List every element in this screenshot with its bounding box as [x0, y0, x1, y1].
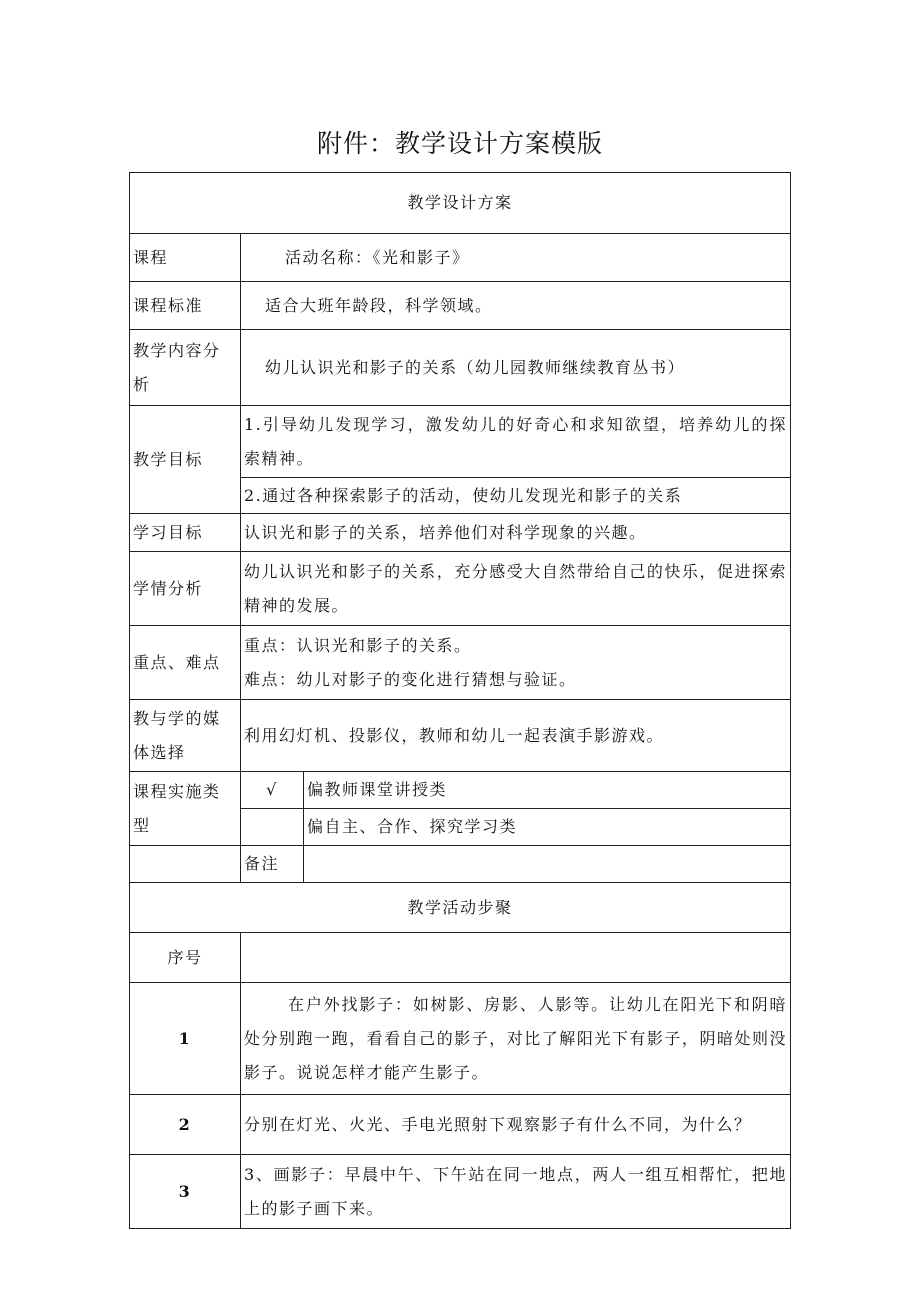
- row-standard: [130, 282, 791, 330]
- row-label-learning-goal: 学习目标: [130, 514, 241, 552]
- steps-column-row: [130, 933, 791, 983]
- row-label-content: 教学内容分析: [130, 330, 241, 406]
- row-label-goals: 教学目标: [130, 406, 241, 514]
- lesson-plan-table: [129, 172, 791, 1229]
- note-value: [304, 846, 791, 883]
- row-learning-goal: [130, 514, 791, 552]
- step-number: 2: [130, 1095, 241, 1155]
- row-type-1: [130, 772, 791, 809]
- row-goals-1: [130, 406, 791, 478]
- row-value-key-points: [241, 626, 791, 700]
- row-value-media: 利用幻灯机、投影仪，教师和幼儿一起表演手影游戏。: [241, 700, 791, 772]
- table-header-row: [130, 173, 791, 234]
- step-text: 分别在灯光、火光、手电光照射下观察影子有什么不同，为什么？: [241, 1095, 791, 1155]
- row-value-standard: 适合大班年龄段，科学领域。: [241, 282, 791, 330]
- note-label: 备注: [241, 846, 304, 883]
- type-option-2-text: 偏自主、合作、探究学习类: [304, 809, 791, 846]
- table-header: 教学设计方案: [130, 173, 791, 234]
- row-value-situation: 幼儿认识光和影子的关系，充分感受大自然带给自己的快乐，促进探索精神的发展。: [241, 552, 791, 626]
- difficulty-text: 难点：幼儿对影子的变化进行猜想与验证。: [244, 669, 577, 689]
- step-number: 3: [130, 1155, 241, 1229]
- step-number: 1: [130, 983, 241, 1095]
- step-row: [130, 1095, 791, 1155]
- steps-header-row: [130, 883, 791, 933]
- key-point-text: 重点：认识光和影子的关系。: [244, 635, 472, 655]
- row-value-content: 幼儿认识光和影子的关系（幼儿园教师继续教育丛书）: [241, 330, 791, 406]
- type-option-2-mark: [241, 809, 304, 846]
- row-key-points: [130, 626, 791, 700]
- row-media: [130, 700, 791, 772]
- note-spacer: [130, 846, 241, 883]
- row-situation: [130, 552, 791, 626]
- step-text: 在户外找影子：如树影、房影、人影等。让幼儿在阳光下和阴暗处分别跑一跑，看看自己的影子，对比了解阳光下有影子，阴暗处则没影子。说说怎样才能产生影子。: [241, 983, 791, 1095]
- goal-item-2: 2.通过各种探索影子的活动，使幼儿发现光和影子的关系: [241, 478, 791, 514]
- row-label-media: 教与学的媒体选择: [130, 700, 241, 772]
- type-option-1-mark: √: [241, 772, 304, 809]
- row-label-key-points: 重点、难点: [130, 626, 241, 700]
- row-label-type: 课程实施类型: [130, 772, 241, 846]
- type-option-1-text: 偏教师课堂讲授类: [304, 772, 791, 809]
- row-content: [130, 330, 791, 406]
- steps-header: 教学活动步聚: [130, 883, 791, 933]
- row-label-course: 课程: [130, 234, 241, 282]
- step-text: 3、画影子：早晨中午、下午站在同一地点，两人一组互相帮忙，把地上的影子画下来。: [241, 1155, 791, 1229]
- row-value-course: 活动名称：《光和影子》: [241, 234, 791, 282]
- step-row: [130, 983, 791, 1095]
- row-note: [130, 846, 791, 883]
- row-value-learning-goal: 认识光和影子的关系，培养他们对科学现象的兴趣。: [241, 514, 791, 552]
- steps-col-label: 序号: [130, 933, 241, 983]
- page-title: 附件：教学设计方案模版: [316, 129, 603, 158]
- row-course: [130, 234, 791, 282]
- goal-item-1: 1.引导幼儿发现学习，激发幼儿的好奇心和求知欲望，培养幼儿的探索精神。: [241, 406, 791, 478]
- row-label-situation: 学情分析: [130, 552, 241, 626]
- step-row: [130, 1155, 791, 1229]
- steps-col-value: [241, 933, 791, 983]
- row-label-standard: 课程标准: [130, 282, 241, 330]
